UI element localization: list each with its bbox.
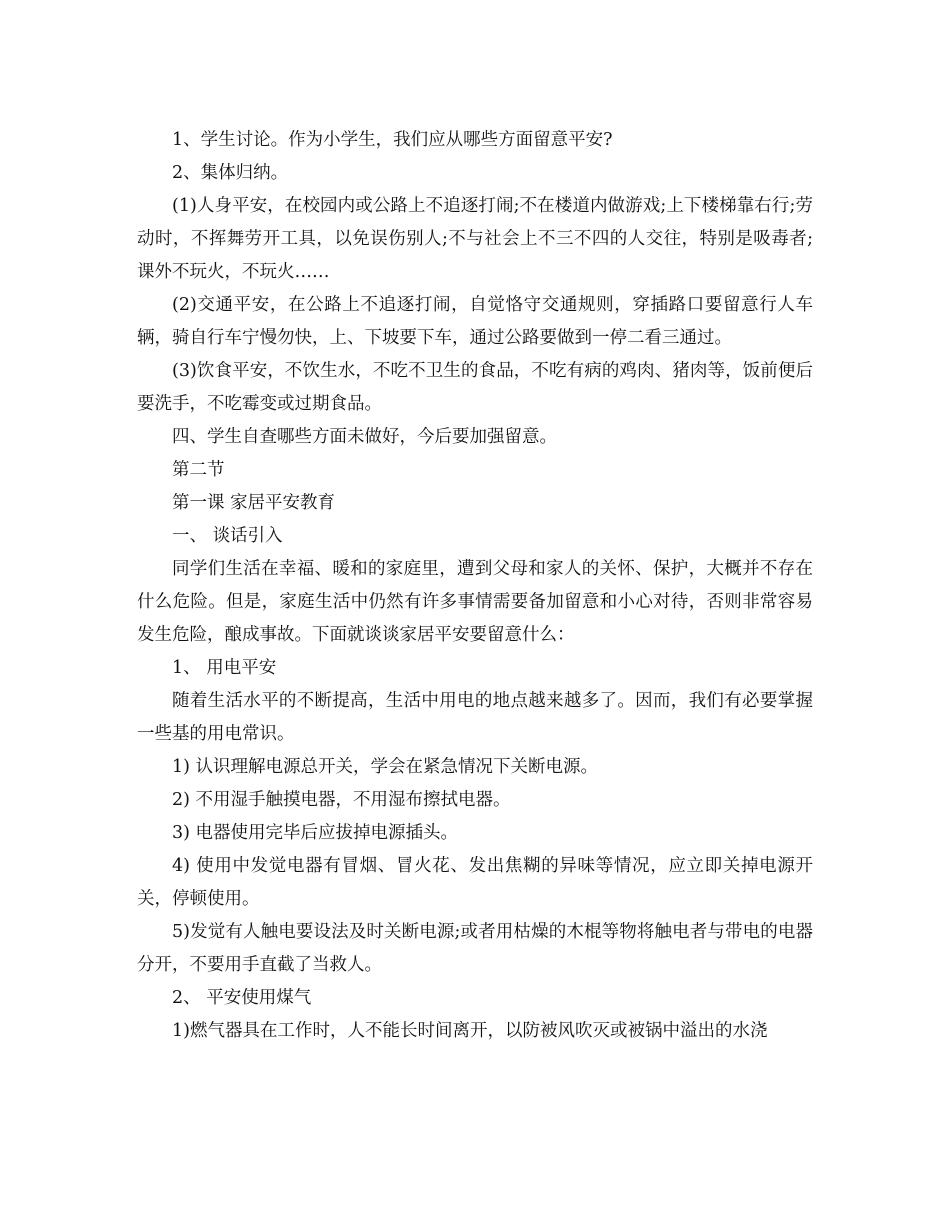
list-item-electric-4: 4) 使用中发觉电器有冒烟、冒火花、发出焦糊的异味等情况，应立即关掉电源开关，停顿使用。 bbox=[137, 856, 813, 909]
subheading-electric-safety: 1、 用电平安 bbox=[172, 658, 277, 678]
subheading-intro: 一、 谈话引入 bbox=[172, 526, 283, 546]
subheading-gas-safety: 2、 平安使用煤气 bbox=[172, 988, 312, 1008]
paragraph-food-safety: (3)饮食平安，不饮生水，不吃不卫生的食品，不吃有病的鸡肉、猪肉等，饭前便后要洗手，不吃霉变或过期食品。 bbox=[137, 361, 813, 414]
list-item-electric-1: 1) 认识理解电源总开关，学会在紧急情况下关断电源。 bbox=[172, 757, 599, 777]
paragraph-electric-intro: 随着生活水平的不断提高，生活中用电的地点越来越多了。因而，我们有必要掌握一些基的用电常识。 bbox=[137, 691, 813, 744]
paragraph-summary-heading: 2、集体归纳。 bbox=[172, 163, 289, 183]
paragraph-self-check: 四、学生自查哪些方面未做好，今后要加强留意。 bbox=[172, 427, 557, 447]
list-item-electric-5: 5)发觉有人触电要设法及时关断电源;或者用枯燥的木棍等物将触电者与带电的电器分开，不要用手直截了当救人。 bbox=[137, 922, 813, 975]
paragraph-intro: 同学们生活在幸福、暖和的家庭里，遭到父母和家人的关怀、保护，大概并不存在什么危险。但是，家庭生活中仍然有许多事情需要备加留意和小心对待，否则非常容易发生危险，酿成事故。下面就谈谈家居平安要留意什么： bbox=[137, 559, 813, 645]
paragraph-personal-safety: (1)人身平安，在校园内或公路上不追逐打闹;不在楼道内做游戏;上下楼梯靠右行;劳动时，不挥舞劳开工具，以免误伤别人;不与社会上不三不四的人交往，特别是吸毒者;课外不玩火，不玩火…… bbox=[137, 196, 813, 282]
document-body bbox=[137, 124, 813, 1048]
lesson-title: 第一课 家居平安教育 bbox=[172, 493, 336, 513]
list-item-electric-2: 2) 不用湿手触摸电器，不用湿布擦拭电器。 bbox=[172, 790, 511, 810]
section-heading: 第二节 bbox=[172, 460, 225, 480]
list-item-gas-1: 1)燃气器具在工作时，人不能长时间离开，以防被风吹灭或被锅中溢出的水浇 bbox=[172, 1021, 768, 1041]
paragraph-discussion: 1、学生讨论。作为小学生，我们应从哪些方面留意平安? bbox=[172, 130, 613, 150]
paragraph-traffic-safety: (2)交通平安，在公路上不追逐打闹，自觉恪守交通规则，穿插路口要留意行人车辆，骑自行车宁慢勿快，上、下坡要下车，通过公路要做到一停二看三通过。 bbox=[137, 295, 813, 348]
list-item-electric-3: 3) 电器使用完毕后应拔掉电源插头。 bbox=[172, 823, 459, 843]
